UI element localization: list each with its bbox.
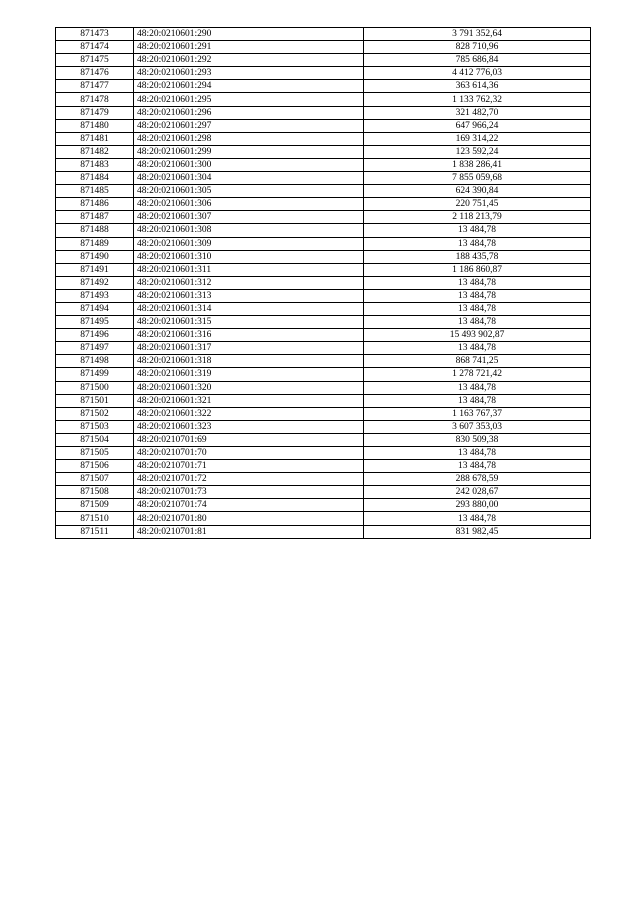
table-row xyxy=(56,381,591,394)
table-row xyxy=(56,80,591,93)
cadastral-value-cell: 13 484,78 xyxy=(364,302,591,315)
table-row xyxy=(56,198,591,211)
table-row xyxy=(56,368,591,381)
cadastral-value-cell: 1 163 767,37 xyxy=(364,407,591,420)
row-number-cell: 871496 xyxy=(56,329,134,342)
cadastral-number-cell: 48:20:0210601:307 xyxy=(134,211,364,224)
cadastral-value-cell: 868 741,25 xyxy=(364,355,591,368)
table-row xyxy=(56,41,591,54)
cadastral-number-cell: 48:20:0210601:308 xyxy=(134,224,364,237)
cadastral-value-cell: 13 484,78 xyxy=(364,342,591,355)
row-number-cell: 871499 xyxy=(56,368,134,381)
cadastral-number-cell: 48:20:0210601:291 xyxy=(134,41,364,54)
cadastral-number-cell: 48:20:0210601:299 xyxy=(134,145,364,158)
cadastral-number-cell: 48:20:0210601:292 xyxy=(134,54,364,67)
row-number-cell: 871495 xyxy=(56,316,134,329)
row-number-cell: 871505 xyxy=(56,447,134,460)
table-row xyxy=(56,145,591,158)
cadastral-number-cell: 48:20:0210601:310 xyxy=(134,250,364,263)
cadastral-value-table xyxy=(55,27,591,539)
row-number-cell: 871473 xyxy=(56,28,134,41)
cadastral-value-cell: 831 982,45 xyxy=(364,525,591,538)
cadastral-number-cell: 48:20:0210601:290 xyxy=(134,28,364,41)
cadastral-number-cell: 48:20:0210601:317 xyxy=(134,342,364,355)
cadastral-value-cell: 220 751,45 xyxy=(364,198,591,211)
cadastral-value-cell: 13 484,78 xyxy=(364,381,591,394)
cadastral-value-cell: 4 412 776,03 xyxy=(364,67,591,80)
table-body xyxy=(56,28,591,539)
cadastral-value-cell: 242 028,67 xyxy=(364,486,591,499)
table-row xyxy=(56,447,591,460)
table-row xyxy=(56,486,591,499)
cadastral-value-cell: 13 484,78 xyxy=(364,316,591,329)
table-row xyxy=(56,342,591,355)
cadastral-value-cell: 188 435,78 xyxy=(364,250,591,263)
table-row xyxy=(56,263,591,276)
table-row xyxy=(56,316,591,329)
row-number-cell: 871500 xyxy=(56,381,134,394)
row-number-cell: 871502 xyxy=(56,407,134,420)
cadastral-value-cell: 13 484,78 xyxy=(364,447,591,460)
cadastral-number-cell: 48:20:0210601:309 xyxy=(134,237,364,250)
cadastral-value-cell: 123 592,24 xyxy=(364,145,591,158)
table-row xyxy=(56,250,591,263)
cadastral-number-cell: 48:20:0210601:318 xyxy=(134,355,364,368)
table-row xyxy=(56,420,591,433)
row-number-cell: 871477 xyxy=(56,80,134,93)
cadastral-value-cell: 293 880,00 xyxy=(364,499,591,512)
table-row xyxy=(56,512,591,525)
row-number-cell: 871494 xyxy=(56,302,134,315)
row-number-cell: 871475 xyxy=(56,54,134,67)
cadastral-number-cell: 48:20:0210601:296 xyxy=(134,106,364,119)
cadastral-value-cell: 13 484,78 xyxy=(364,460,591,473)
cadastral-number-cell: 48:20:0210601:297 xyxy=(134,119,364,132)
row-number-cell: 871481 xyxy=(56,132,134,145)
cadastral-value-cell: 3 791 352,64 xyxy=(364,28,591,41)
cadastral-value-cell: 288 678,59 xyxy=(364,473,591,486)
cadastral-value-cell: 13 484,78 xyxy=(364,224,591,237)
table-row xyxy=(56,355,591,368)
table-row xyxy=(56,525,591,538)
row-number-cell: 871485 xyxy=(56,185,134,198)
table-row xyxy=(56,433,591,446)
cadastral-number-cell: 48:20:0210601:298 xyxy=(134,132,364,145)
row-number-cell: 871484 xyxy=(56,172,134,185)
cadastral-number-cell: 48:20:0210601:322 xyxy=(134,407,364,420)
row-number-cell: 871506 xyxy=(56,460,134,473)
row-number-cell: 871510 xyxy=(56,512,134,525)
row-number-cell: 871498 xyxy=(56,355,134,368)
cadastral-number-cell: 48:20:0210601:295 xyxy=(134,93,364,106)
row-number-cell: 871511 xyxy=(56,525,134,538)
cadastral-value-cell: 13 484,78 xyxy=(364,276,591,289)
cadastral-value-cell: 321 482,70 xyxy=(364,106,591,119)
cadastral-number-cell: 48:20:0210601:316 xyxy=(134,329,364,342)
cadastral-number-cell: 48:20:0210701:81 xyxy=(134,525,364,538)
cadastral-value-cell: 363 614,36 xyxy=(364,80,591,93)
row-number-cell: 871501 xyxy=(56,394,134,407)
table-row xyxy=(56,473,591,486)
cadastral-value-cell: 169 314,22 xyxy=(364,132,591,145)
table-row xyxy=(56,211,591,224)
cadastral-number-cell: 48:20:0210701:72 xyxy=(134,473,364,486)
row-number-cell: 871493 xyxy=(56,289,134,302)
row-number-cell: 871488 xyxy=(56,224,134,237)
cadastral-number-cell: 48:20:0210701:74 xyxy=(134,499,364,512)
row-number-cell: 871483 xyxy=(56,158,134,171)
cadastral-value-cell: 1 186 860,87 xyxy=(364,263,591,276)
row-number-cell: 871476 xyxy=(56,67,134,80)
cadastral-number-cell: 48:20:0210601:313 xyxy=(134,289,364,302)
row-number-cell: 871492 xyxy=(56,276,134,289)
cadastral-value-cell: 647 966,24 xyxy=(364,119,591,132)
cadastral-value-cell: 785 686,84 xyxy=(364,54,591,67)
cadastral-number-cell: 48:20:0210701:69 xyxy=(134,433,364,446)
row-number-cell: 871504 xyxy=(56,433,134,446)
table-row xyxy=(56,224,591,237)
table-row xyxy=(56,407,591,420)
cadastral-number-cell: 48:20:0210601:294 xyxy=(134,80,364,93)
row-number-cell: 871507 xyxy=(56,473,134,486)
cadastral-number-cell: 48:20:0210601:306 xyxy=(134,198,364,211)
cadastral-number-cell: 48:20:0210701:71 xyxy=(134,460,364,473)
row-number-cell: 871509 xyxy=(56,499,134,512)
cadastral-value-cell: 13 484,78 xyxy=(364,394,591,407)
table-row xyxy=(56,460,591,473)
table-row xyxy=(56,276,591,289)
row-number-cell: 871487 xyxy=(56,211,134,224)
cadastral-value-cell: 830 509,38 xyxy=(364,433,591,446)
cadastral-number-cell: 48:20:0210601:323 xyxy=(134,420,364,433)
cadastral-number-cell: 48:20:0210701:73 xyxy=(134,486,364,499)
cadastral-number-cell: 48:20:0210601:312 xyxy=(134,276,364,289)
table-row xyxy=(56,289,591,302)
table-row xyxy=(56,28,591,41)
row-number-cell: 871490 xyxy=(56,250,134,263)
cadastral-number-cell: 48:20:0210601:319 xyxy=(134,368,364,381)
cadastral-number-cell: 48:20:0210701:80 xyxy=(134,512,364,525)
row-number-cell: 871491 xyxy=(56,263,134,276)
table-row xyxy=(56,132,591,145)
row-number-cell: 871479 xyxy=(56,106,134,119)
table-row xyxy=(56,499,591,512)
cadastral-number-cell: 48:20:0210601:311 xyxy=(134,263,364,276)
row-number-cell: 871489 xyxy=(56,237,134,250)
row-number-cell: 871497 xyxy=(56,342,134,355)
row-number-cell: 871486 xyxy=(56,198,134,211)
table-row xyxy=(56,119,591,132)
cadastral-number-cell: 48:20:0210601:321 xyxy=(134,394,364,407)
cadastral-value-cell: 3 607 353,03 xyxy=(364,420,591,433)
cadastral-value-cell: 7 855 059,68 xyxy=(364,172,591,185)
cadastral-value-cell: 1 278 721,42 xyxy=(364,368,591,381)
table-row xyxy=(56,237,591,250)
cadastral-value-cell: 624 390,84 xyxy=(364,185,591,198)
table-row xyxy=(56,185,591,198)
table-row xyxy=(56,302,591,315)
cadastral-value-cell: 1 133 762,32 xyxy=(364,93,591,106)
cadastral-value-cell: 13 484,78 xyxy=(364,289,591,302)
row-number-cell: 871480 xyxy=(56,119,134,132)
cadastral-value-cell: 2 118 213,79 xyxy=(364,211,591,224)
table-row xyxy=(56,158,591,171)
cadastral-number-cell: 48:20:0210601:304 xyxy=(134,172,364,185)
row-number-cell: 871503 xyxy=(56,420,134,433)
cadastral-value-cell: 1 838 286,41 xyxy=(364,158,591,171)
table-row xyxy=(56,54,591,67)
table-row xyxy=(56,106,591,119)
table-row xyxy=(56,67,591,80)
cadastral-value-cell: 828 710,96 xyxy=(364,41,591,54)
cadastral-value-cell: 15 493 902,87 xyxy=(364,329,591,342)
cadastral-number-cell: 48:20:0210601:314 xyxy=(134,302,364,315)
cadastral-number-cell: 48:20:0210601:320 xyxy=(134,381,364,394)
row-number-cell: 871474 xyxy=(56,41,134,54)
cadastral-number-cell: 48:20:0210701:70 xyxy=(134,447,364,460)
cadastral-value-cell: 13 484,78 xyxy=(364,512,591,525)
cadastral-number-cell: 48:20:0210601:300 xyxy=(134,158,364,171)
row-number-cell: 871508 xyxy=(56,486,134,499)
cadastral-number-cell: 48:20:0210601:293 xyxy=(134,67,364,80)
table-row xyxy=(56,329,591,342)
cadastral-value-cell: 13 484,78 xyxy=(364,237,591,250)
row-number-cell: 871478 xyxy=(56,93,134,106)
table-row xyxy=(56,394,591,407)
table-row xyxy=(56,172,591,185)
row-number-cell: 871482 xyxy=(56,145,134,158)
cadastral-number-cell: 48:20:0210601:305 xyxy=(134,185,364,198)
cadastral-number-cell: 48:20:0210601:315 xyxy=(134,316,364,329)
table-row xyxy=(56,93,591,106)
